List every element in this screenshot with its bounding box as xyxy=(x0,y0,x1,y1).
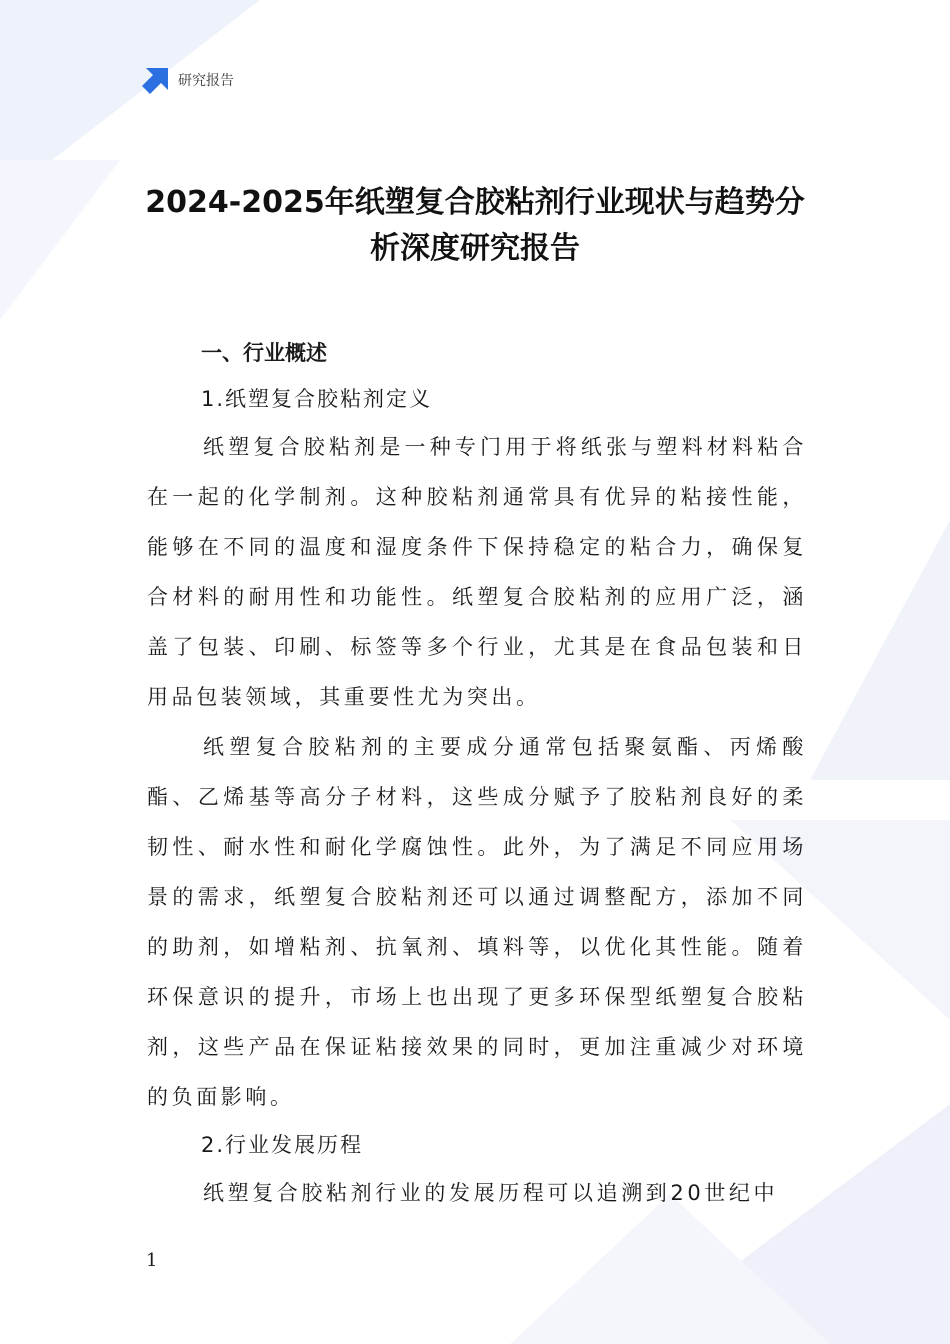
paragraph-history: 纸塑复合胶粘剂行业的发展历程可以追溯到20世纪中 xyxy=(203,1181,779,1205)
document-body xyxy=(147,330,807,1218)
section-heading-overview: 一、行业概述 xyxy=(201,341,327,365)
subsection-heading-definition: 1.纸塑复合胶粘剂定义 xyxy=(201,387,433,411)
report-header xyxy=(142,66,234,94)
arrow-up-right-icon xyxy=(142,66,170,94)
paragraph-definition: 纸塑复合胶粘剂是一种专门用于将纸张与塑料材料粘合在一起的化学制剂。这种胶粘剂通常具有优异的粘接性能，能够在不同的温度和湿度条件下保持稳定的粘合力，确保复合材料的耐用性和功能性。纸塑复合胶粘剂的应用广泛，涵盖了包装、印刷、标签等多个行业，尤其是在食品包装和日用品包装领域，其重要性尤为突出。 xyxy=(147,435,807,709)
subsection-heading-history: 2.行业发展历程 xyxy=(201,1133,364,1157)
document-title: 2024-2025年纸塑复合胶粘剂行业现状与趋势分析深度研究报告 xyxy=(145,185,805,266)
paragraph-composition: 纸塑复合胶粘剂的主要成分通常包括聚氨酯、丙烯酸酯、乙烯基等高分子材料，这些成分赋予了胶粘剂良好的柔韧性、耐水性和耐化学腐蚀性。此外，为了满足不同应用场景的需求，纸塑复合胶粘剂还可以通过调整配方，添加不同的助剂，如增粘剂、抗氧剂、填料等，以优化其性能。随着环保意识的提升，市场上也出现了更多环保型纸塑复合胶粘剂，这些产品在保证粘接效果的同时，更加注重减少对环境的负面影响。 xyxy=(147,735,807,1109)
page-number: 1 xyxy=(146,1250,158,1271)
header-label: 研究报告 xyxy=(178,73,234,89)
